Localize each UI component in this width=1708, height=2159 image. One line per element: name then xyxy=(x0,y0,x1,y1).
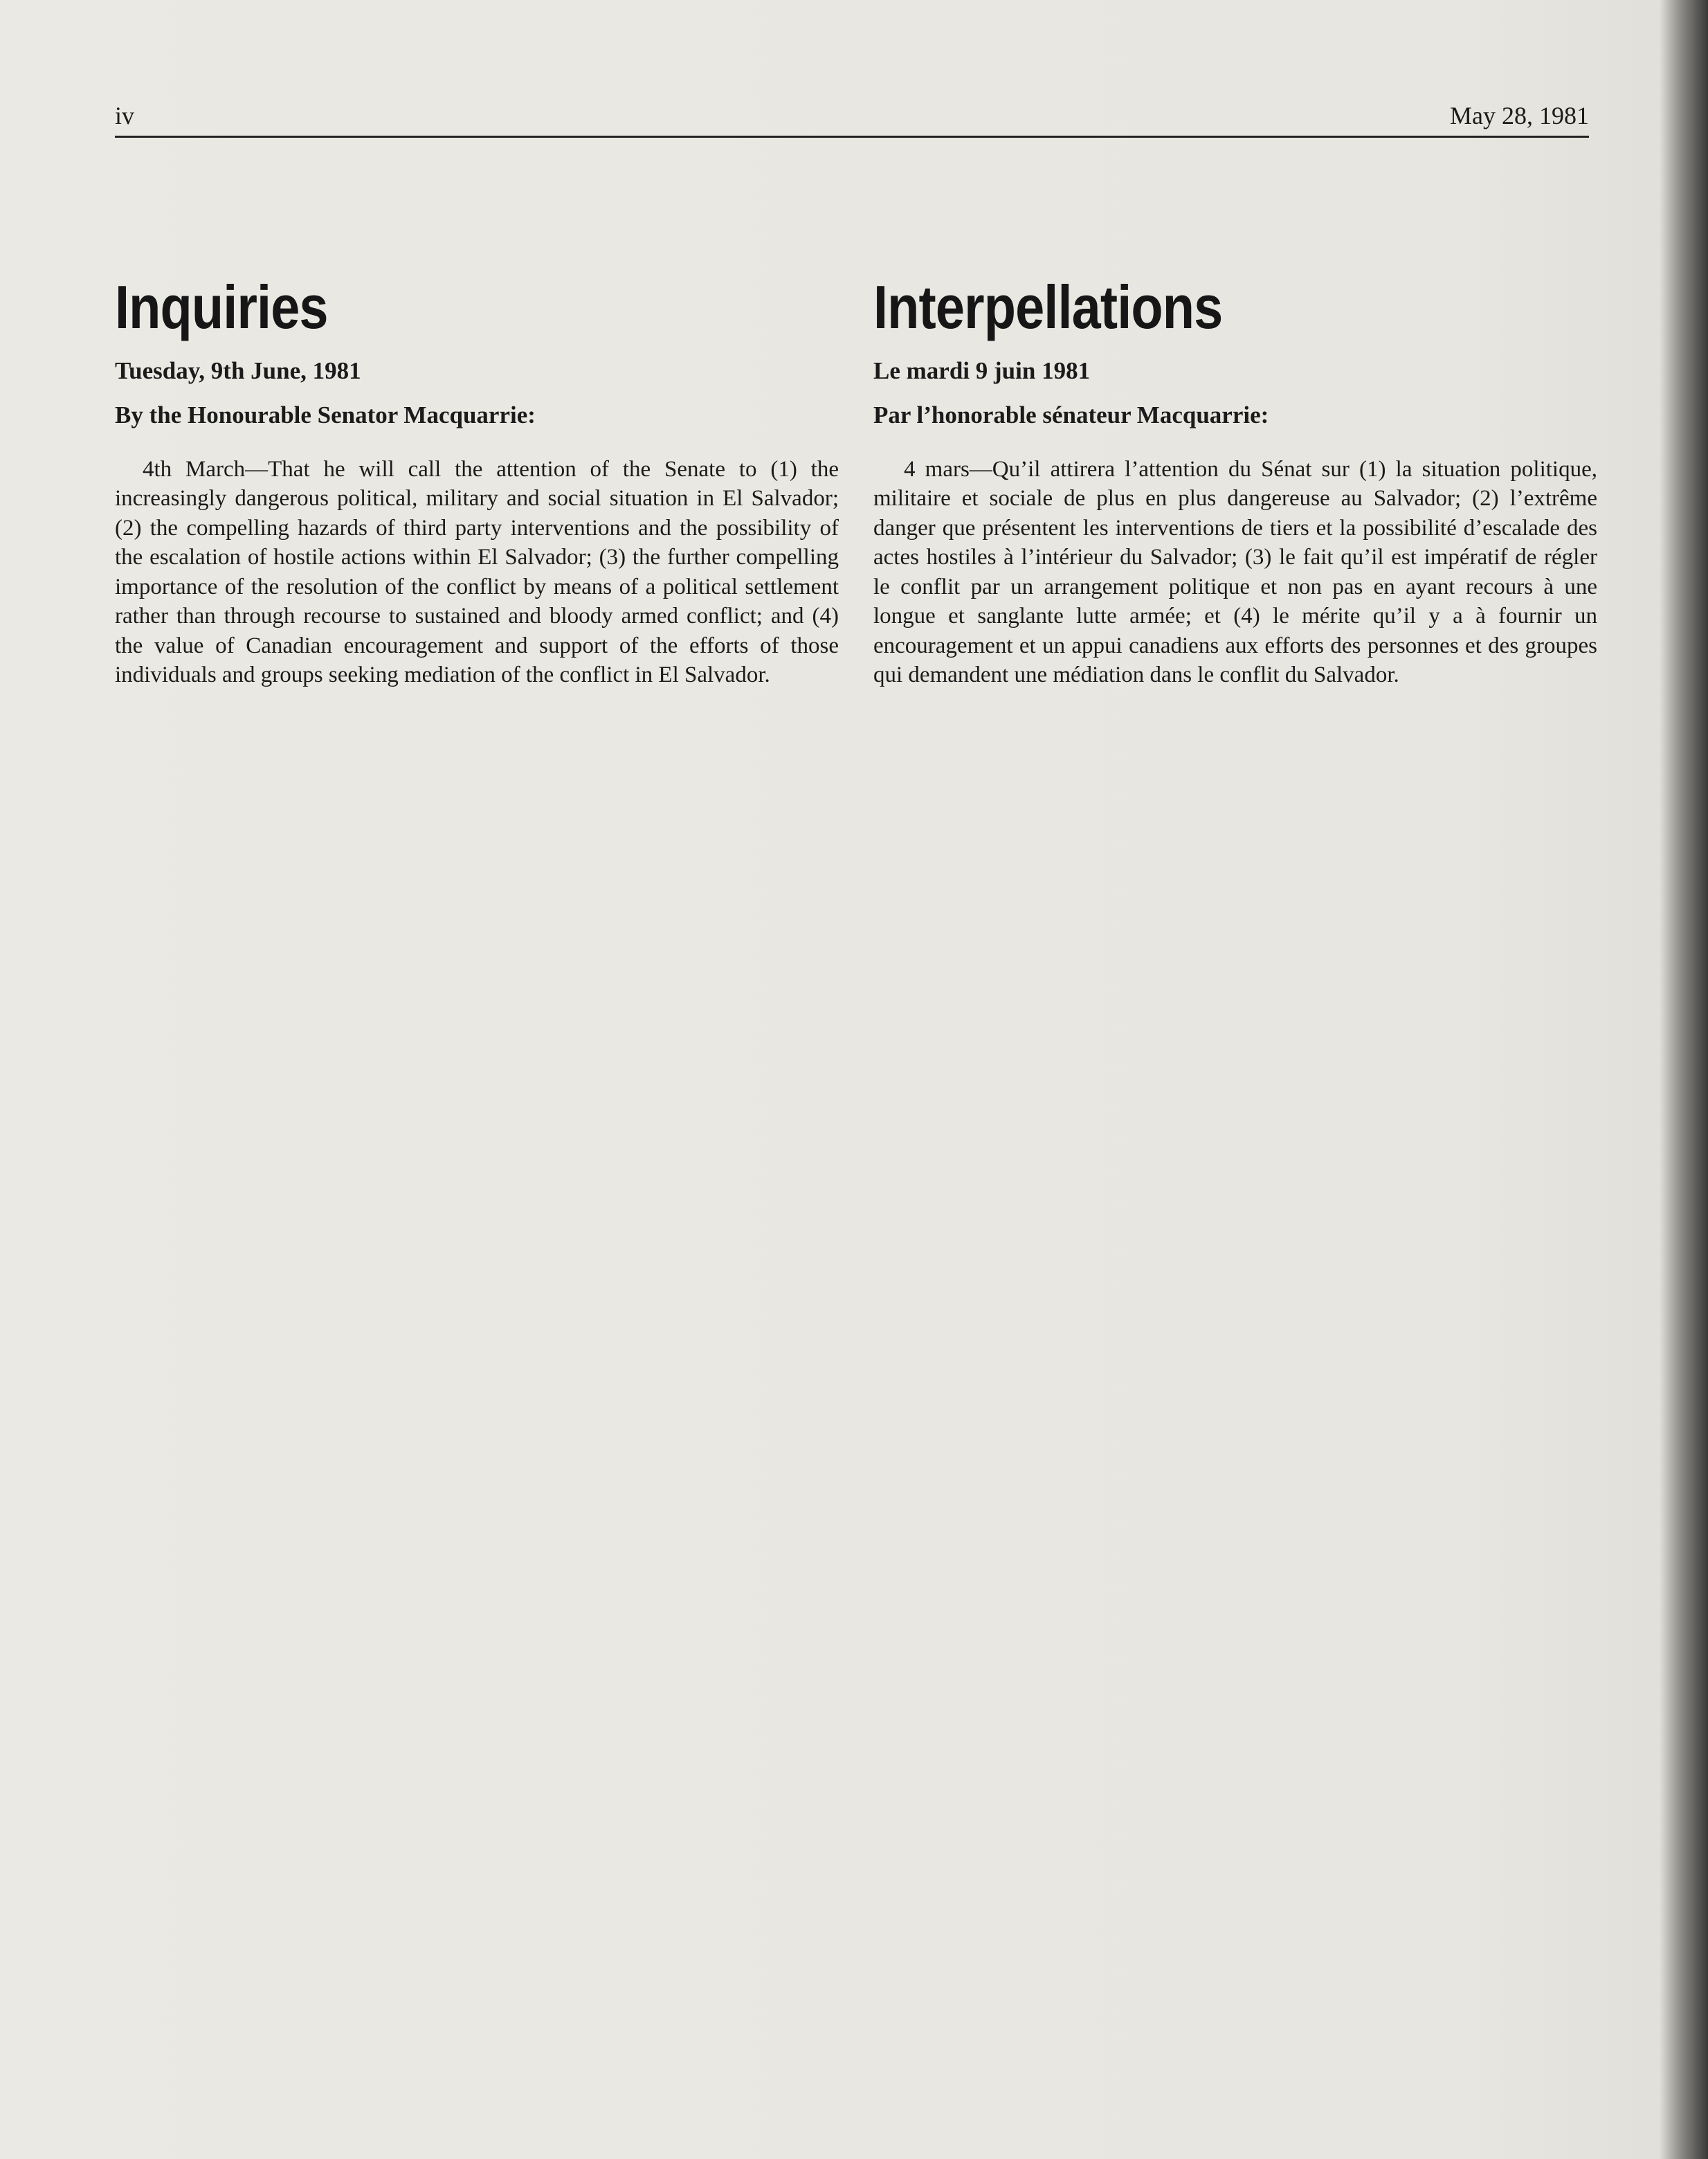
french-column xyxy=(873,273,1597,690)
english-inquiry-text: 4th March—That he will call the attention of the Senate to (1) the increasingly dangerous political, military and social situation in El Salvador; (2) the compelling hazards of third party interventions and the possibility of the escalation of hostile actions within El Salvador; (3) the further compelling importance of the resolution of the conflict by means of a political settlement rather than through recourse to sustained and bloody armed conflict; and (4) the value of Canadian encouragement and support of the efforts of those individuals and groups seeking mediation of the conflict in El Salvador. xyxy=(115,456,839,687)
french-inquiry-text: 4 mars—Qu’il attirera l’attention du Sénat sur (1) la situation politique, militaire et sociale de plus en plus dangereuse au Salvador; (2) l’extrême danger que présentent les interventions de tiers et la possibilité d’escalade des actes hostiles à l’intérieur du Salvador; (3) le fait qu’il est impératif de régler le conflit par un arrangement politique et non pas en ayant recours à une longue et sanglante lutte armée; et (4) le mérite qu’il y a à fournir un encouragement et un appui canadiens aux efforts des personnes et des groupes qui demandent une médiation dans le conflit du Salvador. xyxy=(873,456,1597,687)
page-date: May 28, 1981 xyxy=(1450,102,1589,129)
french-title: Interpellations xyxy=(873,273,1223,341)
page-number: iv xyxy=(115,102,135,129)
english-title: Inquiries xyxy=(115,273,328,341)
english-column xyxy=(115,273,839,690)
scan-edge-shadow xyxy=(1660,0,1708,2159)
english-date: Tuesday, 9th June, 1981 xyxy=(115,357,361,384)
french-by-line: Par l’honorable sénateur Macquarrie: xyxy=(873,401,1269,429)
french-date: Le mardi 9 juin 1981 xyxy=(873,357,1091,384)
header-rule xyxy=(115,136,1589,138)
page-header xyxy=(115,101,1589,134)
english-by-line: By the Honourable Senator Macquarrie: xyxy=(115,401,536,429)
